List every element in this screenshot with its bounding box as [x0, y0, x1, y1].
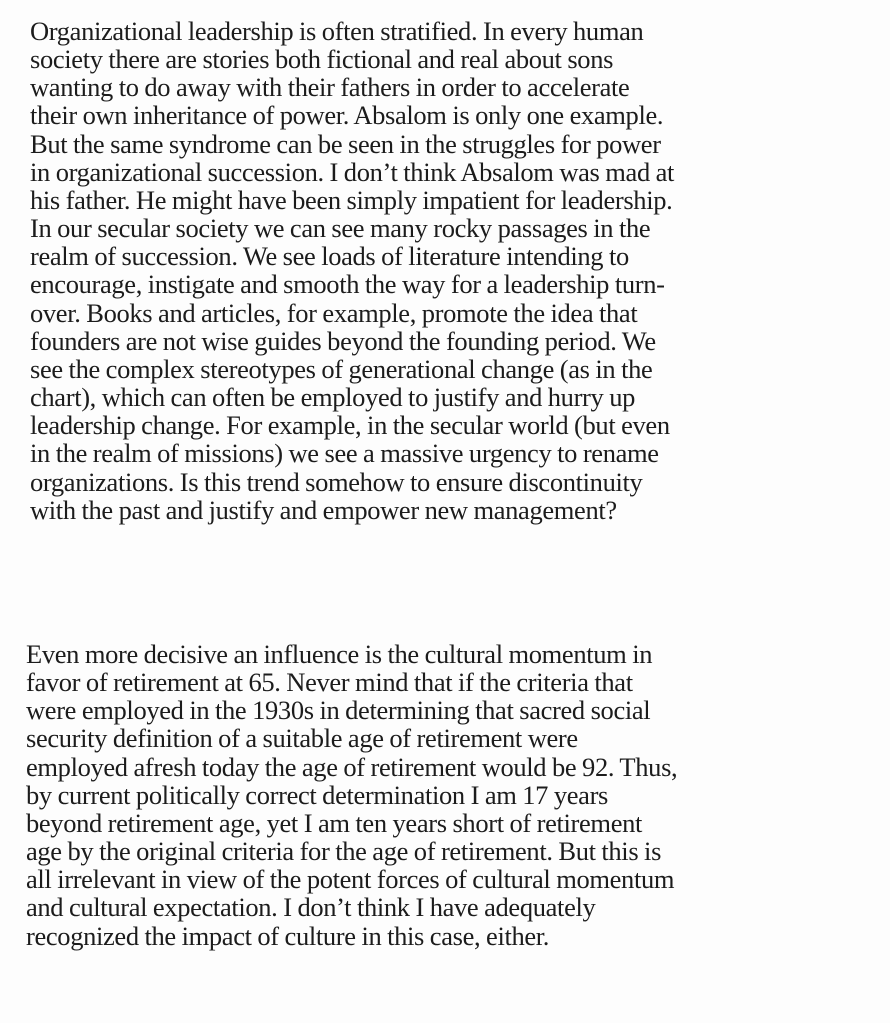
text-line: founders are not wise guides beyond the founding period. We	[30, 325, 656, 356]
paragraph-retirement-culture	[26, 640, 871, 950]
text-line: in the realm of missions) we see a massive urgency to rename	[30, 438, 659, 469]
text-line: favor of retirement at 65. Never mind that if the criteria that	[26, 667, 633, 698]
paragraph-organizational-leadership	[30, 17, 875, 524]
text-line: all irrelevant in view of the potent forces of cultural momentum	[26, 864, 675, 895]
text-line: In our secular society we can see many rocky passages in the	[30, 213, 651, 244]
text-line: were employed in the 1930s in determining that sacred social	[26, 695, 651, 726]
text-line: organizations. Is this trend somehow to ensure discontinuity	[30, 466, 643, 497]
text-line: wanting to do away with their fathers in order to accelerate	[30, 72, 630, 103]
text-line: Organizational leadership is often stratified. In every human	[30, 16, 644, 46]
text-line: chart), which can often be employed to justify and hurry up	[30, 382, 636, 413]
text-line: encourage, instigate and smooth the way for a leadership turn-	[30, 269, 665, 300]
text-line: society there are stories both fictional and real about sons	[30, 44, 614, 75]
text-line: age by the original criteria for the age of retirement. But this is	[26, 836, 662, 867]
text-line: But the same syndrome can be seen in the struggles for power	[30, 128, 661, 159]
text-line: beyond retirement age, yet I am ten years short of retirement	[26, 807, 643, 838]
text-line: with the past and justify and empower new management?	[30, 494, 617, 525]
text-line: his father. He might have been simply impatient for leadership.	[30, 184, 673, 215]
text-line: employed afresh today the age of retirement would be 92. Thus,	[26, 751, 678, 782]
text-line: security definition of a suitable age of retirement were	[26, 723, 578, 754]
text-line: see the complex stereotypes of generational change (as in the	[30, 353, 653, 384]
text-line: leadership change. For example, in the secular world (but even	[30, 410, 670, 441]
text-line: realm of succession. We see loads of literature intending to	[30, 241, 629, 272]
text-line: over. Books and articles, for example, promote the idea that	[30, 297, 638, 328]
text-line: and cultural expectation. I don’t think I have adequately	[26, 892, 596, 923]
text-line: recognized the impact of culture in this case, either.	[26, 920, 550, 951]
text-line: in organizational succession. I don’t think Absalom was mad at	[30, 156, 675, 187]
text-line: by current politically correct determination I am 17 years	[26, 779, 609, 810]
text-line: Even more decisive an influence is the cultural momentum in	[26, 639, 653, 669]
text-line: their own inheritance of power. Absalom is only one example.	[30, 100, 664, 131]
